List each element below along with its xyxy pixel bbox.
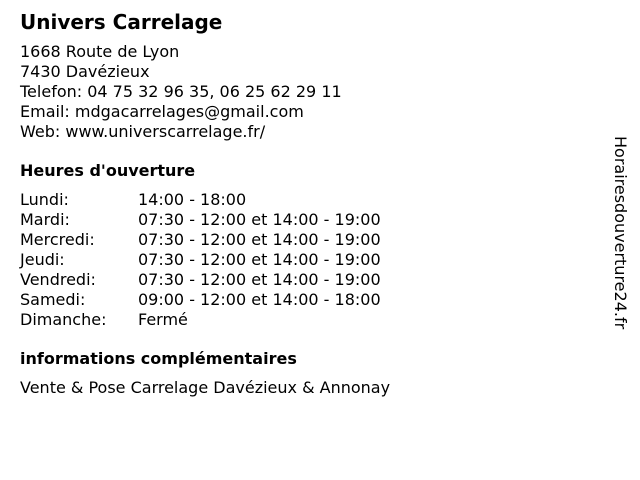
hours-title: Heures d'ouverture — [20, 161, 196, 180]
business-card — [20, 8, 600, 398]
hours-day: Mercredi: — [20, 230, 95, 249]
phone-line: Telefon: 04 75 32 96 35, 06 25 62 29 11 — [20, 82, 342, 101]
hours-day: Samedi: — [20, 290, 86, 309]
business-name: Univers Carrelage — [20, 10, 223, 34]
hours-time: 14:00 - 18:00 — [138, 190, 247, 209]
web-line: Web: www.universcarrelage.fr/ — [20, 122, 266, 141]
hours-time: 07:30 - 12:00 et 14:00 - 19:00 — [138, 230, 381, 249]
hours-day: Vendredi: — [20, 270, 96, 289]
address-line-2: 7430 Davézieux — [20, 62, 150, 81]
hours-time: Fermé — [138, 310, 188, 329]
email-line: Email: mdgacarrelages@gmail.com — [20, 102, 304, 121]
hours-day: Jeudi: — [20, 250, 65, 269]
site-credit: Horairesdouverture24.fr — [611, 136, 630, 330]
hours-day: Mardi: — [20, 210, 70, 229]
hours-time: 07:30 - 12:00 et 14:00 - 19:00 — [138, 270, 381, 289]
hours-time: 07:30 - 12:00 et 14:00 - 19:00 — [138, 210, 381, 229]
hours-row — [20, 270, 600, 290]
hours-row — [20, 190, 600, 210]
hours-table — [20, 190, 600, 330]
hours-time: 07:30 - 12:00 et 14:00 - 19:00 — [138, 250, 381, 269]
hours-day: Lundi: — [20, 190, 69, 209]
info-title: informations complémentaires — [20, 349, 297, 368]
hours-row — [20, 310, 600, 330]
hours-day: Dimanche: — [20, 310, 107, 329]
hours-row — [20, 290, 600, 310]
address-line-1: 1668 Route de Lyon — [20, 42, 180, 61]
hours-row — [20, 210, 600, 230]
hours-row — [20, 230, 600, 250]
info-text: Vente & Pose Carrelage Davézieux & Annonay — [20, 378, 391, 397]
hours-time: 09:00 - 12:00 et 14:00 - 18:00 — [138, 290, 381, 309]
hours-row — [20, 250, 600, 270]
